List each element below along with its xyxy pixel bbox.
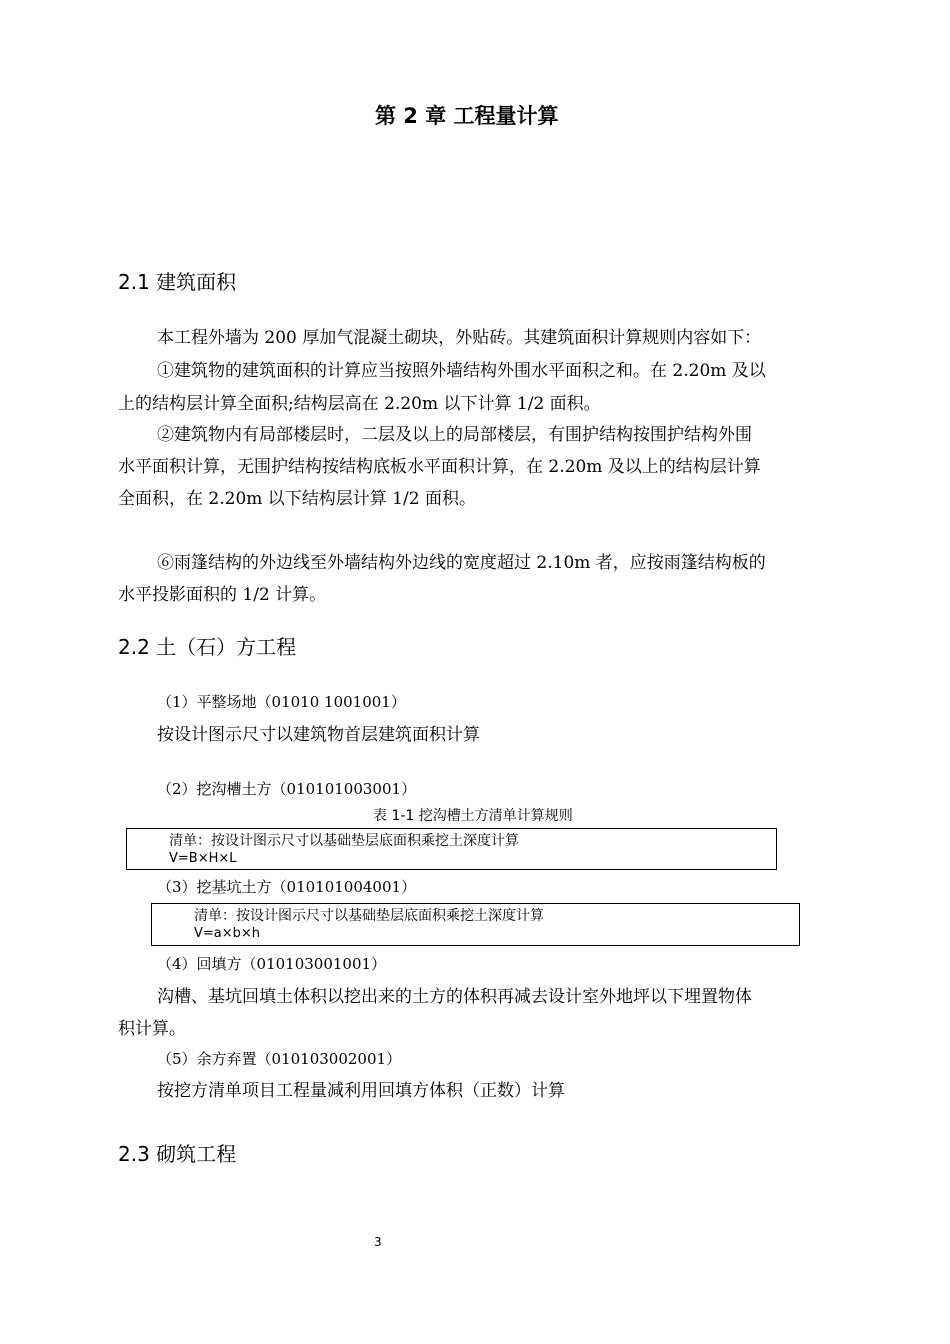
section-heading-2-1: 2.1 建筑面积	[118, 270, 237, 294]
rule-1-line-2: 上的结构层计算全面积;结构层高在 2.20m 以下计算 1/2 面积。	[118, 394, 601, 414]
item-4-description-line-1: 沟槽、基坑回填土体积以挖出来的土方的体积再减去设计室外地坪以下埋置物体	[157, 987, 752, 1007]
section-heading-2-2: 2.2 土（石）方工程	[118, 635, 297, 659]
rule-6-line-1: ⑥雨篷结构的外边线至外墙结构外边线的宽度超过 2.10m 者，应按雨篷结构板的	[157, 553, 766, 573]
section-heading-2-3: 2.3 砌筑工程	[118, 1142, 237, 1166]
page-number: 3	[374, 1235, 382, 1249]
rule-2-line-3: 全面积，在 2.20m 以下结构层计算 1/2 面积。	[118, 489, 476, 509]
item-1-title: （1）平整场地（01010 1001001）	[157, 693, 406, 711]
item-5-title: （5）余方弃置（010103002001）	[157, 1050, 402, 1068]
rule-box-pit-formula: V=a×b×h	[194, 926, 261, 941]
item-3-title: （3）挖基坑土方（010101004001）	[157, 878, 417, 896]
rule-box-pit-text: 清单：按设计图示尺寸以基础垫层底面积乘挖土深度计算	[194, 908, 544, 924]
paragraph-intro: 本工程外墙为 200 厚加气混凝土砌块，外贴砖。其建筑面积计算规则内容如下：	[157, 328, 762, 348]
item-5-description: 按挖方清单项目工程量减利用回填方体积（正数）计算	[157, 1081, 565, 1101]
rule-box-pit	[151, 903, 800, 946]
rule-6-line-2: 水平投影面积的 1/2 计算。	[118, 585, 327, 605]
item-4-title: （4）回填方（010103001001）	[157, 955, 387, 973]
item-1-description: 按设计图示尺寸以建筑物首层建筑面积计算	[157, 725, 480, 745]
item-4-description-line-2: 积计算。	[118, 1019, 186, 1039]
table-caption: 表 1-1 挖沟槽土方清单计算规则	[373, 808, 573, 824]
rule-box-trench-formula: V=B×H×L	[169, 851, 237, 866]
rule-box-trench-text: 清单：按设计图示尺寸以基础垫层底面积乘挖土深度计算	[169, 833, 519, 849]
item-2-title: （2）挖沟槽土方（010101003001）	[157, 780, 417, 798]
rule-1-line-1: ①建筑物的建筑面积的计算应当按照外墙结构外围水平面积之和。在 2.20m 及以	[157, 361, 766, 381]
chapter-title: 第 2 章 工程量计算	[375, 104, 559, 128]
rule-2-line-2: 水平面积计算，无围护结构按结构底板水平面积计算，在 2.20m 及以上的结构层计算	[118, 457, 761, 477]
rule-2-line-1: ②建筑物内有局部楼层时，二层及以上的局部楼层，有围护结构按围护结构外围	[157, 425, 752, 445]
rule-box-trench	[126, 828, 777, 870]
